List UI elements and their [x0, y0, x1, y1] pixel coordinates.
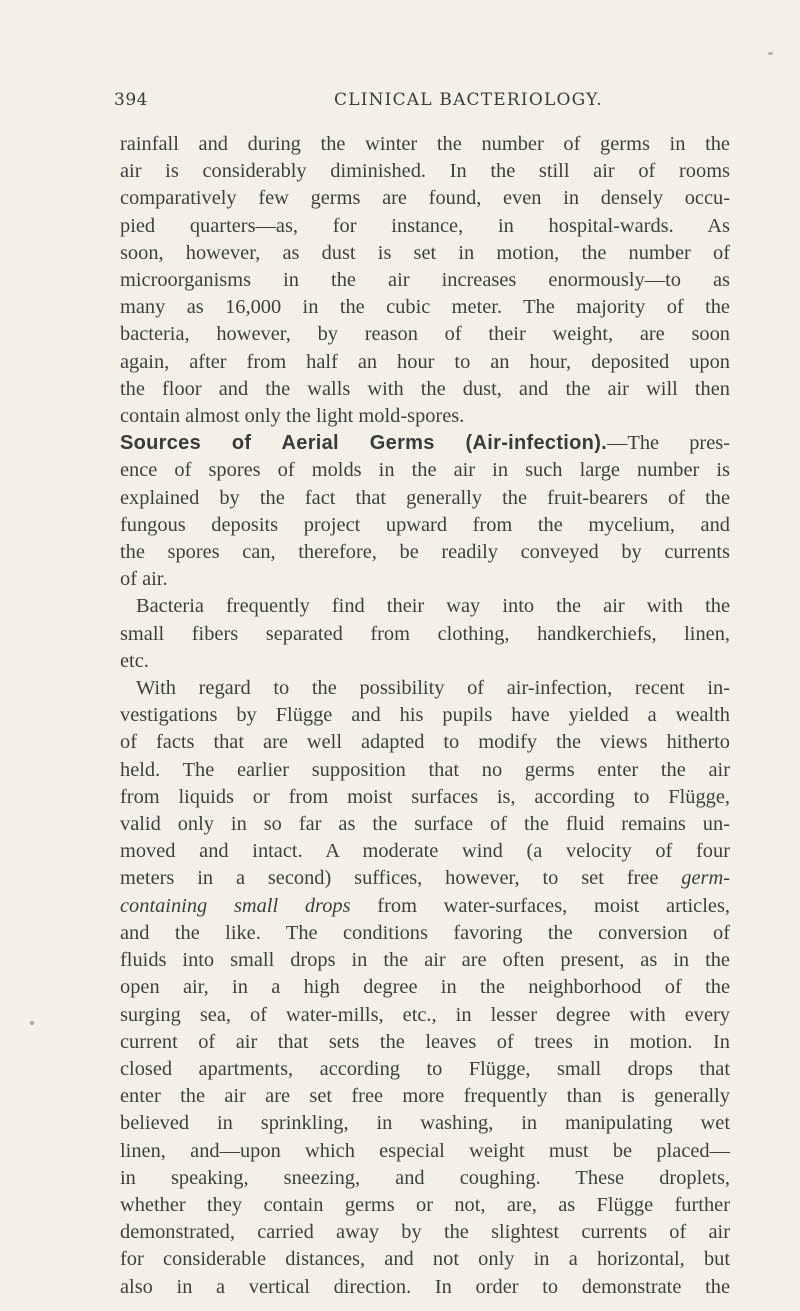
text-line: the floor and the walls with the dust, and the air will then — [120, 377, 730, 400]
text-segment: from water-surfaces, moist articles, — [350, 894, 730, 917]
running-head: CLINICAL BACTERIOLOGY. — [334, 90, 603, 110]
margin-speck — [30, 1021, 34, 1025]
text-line: demonstrated, carried away by the slightest currents of air — [120, 1221, 730, 1244]
body-text — [120, 131, 730, 1301]
text-line: open air, in a high degree in the neighborhood of the — [120, 976, 730, 999]
text-line: fluids into small drops in the air are often present, as in the — [120, 949, 730, 972]
text-line: microorganisms in the air increases enormously—to as — [120, 269, 730, 292]
text-line: vestigations by Flügge and his pupils have yielded a wealth — [120, 704, 730, 727]
edge-speck — [768, 52, 773, 55]
text-line: surging sea, of water-mills, etc., in lesser degree with every — [120, 1003, 730, 1026]
text-line: the spores can, therefore, be readily conveyed by currents — [120, 541, 730, 564]
text-line: fungous deposits project upward from the mycelium, and — [120, 513, 730, 536]
text-line: from liquids or from moist surfaces is, according to Flügge, — [120, 785, 730, 808]
italic-phrase: germ- — [681, 867, 730, 890]
page-header — [114, 90, 726, 120]
text-line: in speaking, sneezing, and coughing. These droplets, — [120, 1166, 730, 1189]
text-line: enter the air are set free more frequently than is generally — [120, 1085, 730, 1108]
text-line: and the like. The conditions favoring the conversion of — [120, 921, 730, 944]
paragraph-4 — [120, 675, 730, 1301]
text-line: closed apartments, according to Flügge, small drops that — [120, 1057, 730, 1080]
text-line: bacteria, however, by reason of their weight, are soon — [120, 323, 730, 346]
text-line: contain almost only the light mold-spores. — [120, 405, 465, 428]
page-number: 394 — [114, 90, 148, 110]
text-line: comparatively few germs are found, even in densely occu- — [120, 187, 730, 210]
text-line — [120, 430, 730, 457]
text-line: for considerable distances, and not only in a horizontal, but — [120, 1248, 730, 1271]
text-line: small fibers separated from clothing, handkerchiefs, linen, — [120, 622, 730, 645]
text-line: air is considerably diminished. In the still air of rooms — [120, 160, 730, 183]
paragraph-3 — [120, 593, 730, 675]
text-line: etc. — [120, 649, 149, 672]
text-line: ence of spores of molds in the air in such large number is — [120, 459, 730, 482]
text-line: believed in sprinkling, in washing, in manipulating wet — [120, 1112, 730, 1135]
paragraph-1 — [120, 131, 730, 430]
text-line: current of air that sets the leaves of trees in motion. In — [120, 1030, 730, 1053]
text-line: soon, however, as dust is set in motion, the number of — [120, 241, 730, 264]
text-line: explained by the fact that generally the fruit-bearers of the — [120, 486, 730, 509]
paragraph-2 — [120, 430, 730, 593]
text-line: also in a vertical direction. In order to demonstrate the — [120, 1275, 730, 1298]
text-line: linen, and—upon which especial weight must be placed— — [120, 1139, 730, 1162]
text-line: of facts that are well adapted to modify the views hitherto — [120, 731, 730, 754]
text-line: pied quarters—as, for instance, in hospital-wards. As — [120, 214, 730, 237]
text-line: moved and intact. A moderate wind (a velocity of four — [120, 840, 730, 863]
text-line: held. The earlier supposition that no germs enter the air — [120, 758, 730, 781]
text-line: whether they contain germs or not, are, as Flügge further — [120, 1193, 730, 1216]
text-line: Bacteria frequently find their way into the air with the — [136, 595, 730, 618]
text-line: valid only in so far as the surface of the fluid remains un- — [120, 813, 730, 836]
text-segment: meters in a second) suffices, however, to set free — [120, 867, 659, 890]
text-line: many as 16,000 in the cubic meter. The majority of the — [120, 296, 730, 319]
text-line — [120, 893, 730, 920]
text-line: again, after from half an hour to an hour, deposited upon — [120, 350, 730, 373]
text-line: of air. — [120, 568, 168, 591]
text-line: rainfall and during the winter the number of germs in the — [120, 133, 730, 155]
text-line: With regard to the possibility of air-infection, recent in- — [136, 677, 730, 700]
text-line — [120, 865, 730, 892]
heading-continuation: —The pres- — [607, 432, 730, 455]
section-heading: Sources of Aerial Germs (Air-infection). — [120, 432, 608, 455]
italic-phrase: containing small drops — [120, 894, 351, 917]
